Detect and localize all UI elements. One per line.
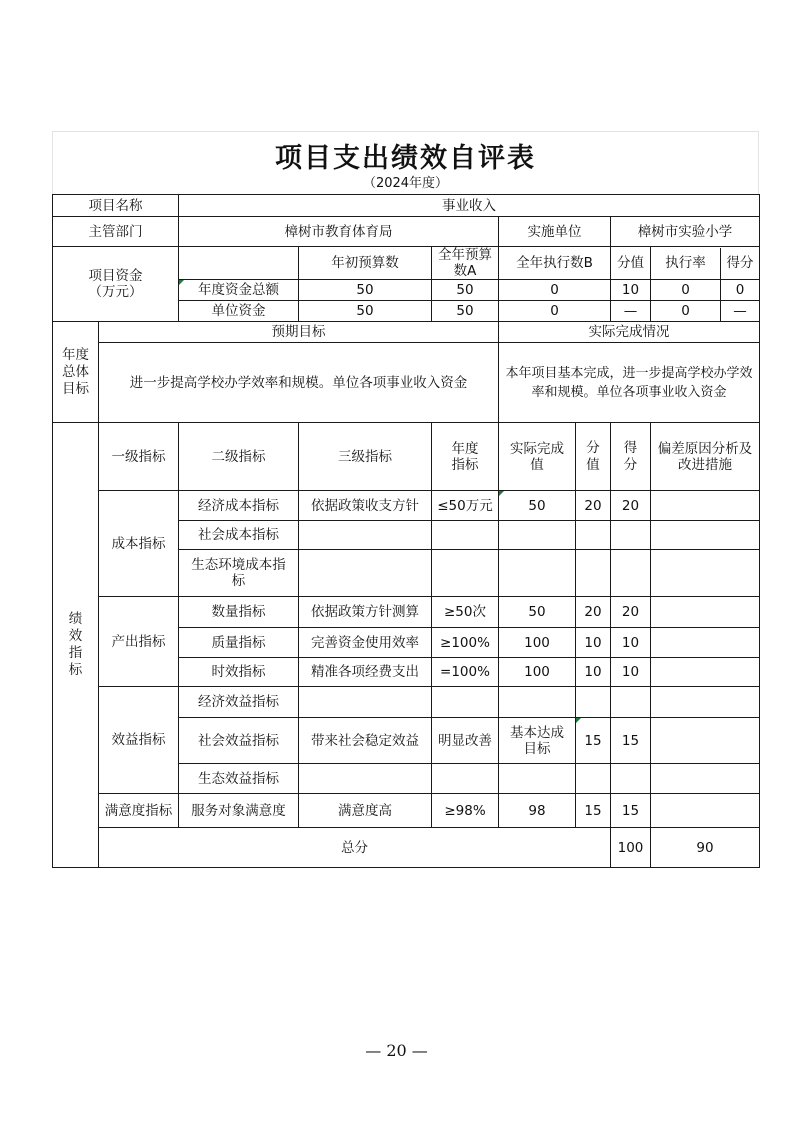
funds-row-total-label: 年度资金总额 xyxy=(179,280,299,301)
funds-row-total-rate: 0 xyxy=(651,280,721,300)
row-l3 xyxy=(299,550,432,597)
row-l2: 时效指标 xyxy=(179,658,299,687)
perf-header-target: 年度指标 xyxy=(432,423,499,491)
row-score: 10 xyxy=(576,628,611,658)
row-target: ≥50次 xyxy=(432,597,499,628)
row-score xyxy=(576,550,611,597)
funds-row-unit-initial: 50 xyxy=(299,301,432,322)
row-actual xyxy=(499,764,576,794)
row-got: 20 xyxy=(611,491,651,521)
funds-label: 项目资金（万元） xyxy=(53,247,179,322)
funds-header-rate: 执行率 xyxy=(651,248,721,279)
row-score xyxy=(576,687,611,718)
funds-row-total-initial: 50 xyxy=(299,280,432,301)
row-actual xyxy=(499,687,576,718)
funds-header-got: 得分 xyxy=(726,254,754,271)
dept-label: 主管部门 xyxy=(53,217,179,247)
project-name-value: 事业收入 xyxy=(179,195,760,217)
funds-row-unit-full: 50 xyxy=(432,301,499,322)
funds-row-total-score: 10 xyxy=(611,280,651,301)
perf-header-note: 偏差原因分析及改进措施 xyxy=(651,423,760,491)
row-actual: 基本达成目标 xyxy=(499,718,576,764)
row-target: ≤50万元 xyxy=(432,491,499,521)
funds-header-executed: 全年执行数B xyxy=(499,247,611,280)
row-note xyxy=(651,794,760,828)
row-actual: 100 xyxy=(499,628,576,658)
funds-row-unit-got: — xyxy=(733,303,747,319)
row-score xyxy=(576,521,611,550)
funds-header-full: 全年预算数A xyxy=(432,247,499,280)
actual-completion-text: 本年项目基本完成，进一步提高学校办学效率和规模。单位各项事业收入资金 xyxy=(499,343,760,423)
row-got: 20 xyxy=(611,597,651,628)
total-score: 100 xyxy=(611,828,651,868)
row-target xyxy=(432,521,499,550)
row-l2: 服务对象满意度 xyxy=(179,794,299,828)
row-got: 10 xyxy=(611,658,651,687)
funds-row-unit-executed: 0 xyxy=(499,301,611,322)
project-name-label: 项目名称 xyxy=(53,195,179,217)
row-got xyxy=(611,687,651,718)
row-l2: 经济成本指标 xyxy=(179,491,299,521)
expected-goal-header: 预期目标 xyxy=(99,322,499,343)
row-target: 明显改善 xyxy=(432,718,499,764)
row-note xyxy=(651,521,760,550)
row-actual xyxy=(499,550,576,597)
funds-row-unit-rate-and-got xyxy=(651,301,760,322)
row-l3 xyxy=(299,764,432,794)
funds-row-total-executed: 0 xyxy=(499,280,611,301)
row-actual: 50 xyxy=(499,597,576,628)
row-score: 15 xyxy=(576,718,611,764)
row-note xyxy=(651,550,760,597)
row-l3: 完善资金使用效率 xyxy=(299,628,432,658)
perf-header-level3: 三级指标 xyxy=(299,423,432,491)
row-got: 10 xyxy=(611,628,651,658)
row-l2: 质量指标 xyxy=(179,628,299,658)
row-l2: 社会成本指标 xyxy=(179,521,299,550)
funds-row-unit-score: — xyxy=(611,301,651,322)
dept-value: 樟树市教育体育局 xyxy=(179,217,499,247)
row-target: ≥100% xyxy=(432,628,499,658)
row-note xyxy=(651,597,760,628)
total-got: 90 xyxy=(651,828,760,868)
funds-header-score: 分值 xyxy=(611,247,651,280)
perf-header-level2: 二级指标 xyxy=(179,423,299,491)
impl-unit-label: 实施单位 xyxy=(499,217,611,247)
funds-header-initial: 年初预算数 xyxy=(299,247,432,280)
funds-row-unit-rate: 0 xyxy=(651,301,721,321)
perf-header-level1: 一级指标 xyxy=(99,423,179,491)
page-title: 项目支出绩效自评表 xyxy=(275,143,536,174)
level1-cost: 成本指标 xyxy=(99,491,179,597)
self-evaluation-table xyxy=(52,194,760,868)
row-got xyxy=(611,764,651,794)
row-note xyxy=(651,491,760,521)
perf-header-got: 得分 xyxy=(611,423,651,491)
perf-header-score: 分值 xyxy=(576,423,611,491)
funds-row-total-rate-and-got xyxy=(651,280,760,301)
row-got: 15 xyxy=(611,794,651,828)
row-l3 xyxy=(299,687,432,718)
row-score: 20 xyxy=(576,597,611,628)
row-l2: 生态效益指标 xyxy=(179,764,299,794)
perf-header-actual: 实际完成值 xyxy=(499,423,576,491)
total-label: 总分 xyxy=(99,828,611,868)
row-actual xyxy=(499,521,576,550)
row-note xyxy=(651,687,760,718)
row-got: 15 xyxy=(611,718,651,764)
row-target xyxy=(432,687,499,718)
row-l2: 经济效益指标 xyxy=(179,687,299,718)
performance-indicators-label: 绩效指标 xyxy=(53,423,99,868)
row-target: =100% xyxy=(432,658,499,687)
level1-output: 产出指标 xyxy=(99,597,179,687)
level1-satisfaction: 满意度指标 xyxy=(99,794,179,828)
row-actual: 100 xyxy=(499,658,576,687)
row-score: 15 xyxy=(576,794,611,828)
annual-goal-label: 年度总体目标 xyxy=(53,322,99,423)
row-l2: 社会效益指标 xyxy=(179,718,299,764)
row-l3: 精准各项经费支出 xyxy=(299,658,432,687)
row-got xyxy=(611,550,651,597)
funds-header-blank xyxy=(179,247,299,280)
row-note xyxy=(651,718,760,764)
row-l3: 依据政策收支方针 xyxy=(299,491,432,521)
row-actual: 98 xyxy=(499,794,576,828)
impl-unit-value: 樟树市实验小学 xyxy=(611,217,760,247)
row-score: 10 xyxy=(576,658,611,687)
row-score xyxy=(576,764,611,794)
year-label: （2024年度） xyxy=(52,173,759,194)
funds-row-total-full: 50 xyxy=(432,280,499,301)
row-note xyxy=(651,658,760,687)
row-got xyxy=(611,521,651,550)
page-number: — 20 — xyxy=(365,1041,428,1060)
row-note xyxy=(651,628,760,658)
funds-header-rate-and-got xyxy=(651,247,760,280)
row-note xyxy=(651,764,760,794)
row-target xyxy=(432,764,499,794)
row-l3: 满意度高 xyxy=(299,794,432,828)
funds-row-unit-label: 单位资金 xyxy=(179,301,299,322)
actual-completion-header: 实际完成情况 xyxy=(499,322,760,343)
row-target: ≥98% xyxy=(432,794,499,828)
row-l3: 依据政策方针测算 xyxy=(299,597,432,628)
row-target xyxy=(432,550,499,597)
funds-row-total-got: 0 xyxy=(735,282,745,298)
title-row xyxy=(52,131,759,173)
level1-benefit: 效益指标 xyxy=(99,687,179,794)
row-l2: 生态环境成本指标 xyxy=(179,550,299,597)
row-score: 20 xyxy=(576,491,611,521)
row-l3: 带来社会稳定效益 xyxy=(299,718,432,764)
expected-goal-text: 进一步提高学校办学效率和规模。单位各项事业收入资金 xyxy=(99,343,499,423)
row-actual: 50 xyxy=(499,491,576,521)
row-l2: 数量指标 xyxy=(179,597,299,628)
row-l3 xyxy=(299,521,432,550)
